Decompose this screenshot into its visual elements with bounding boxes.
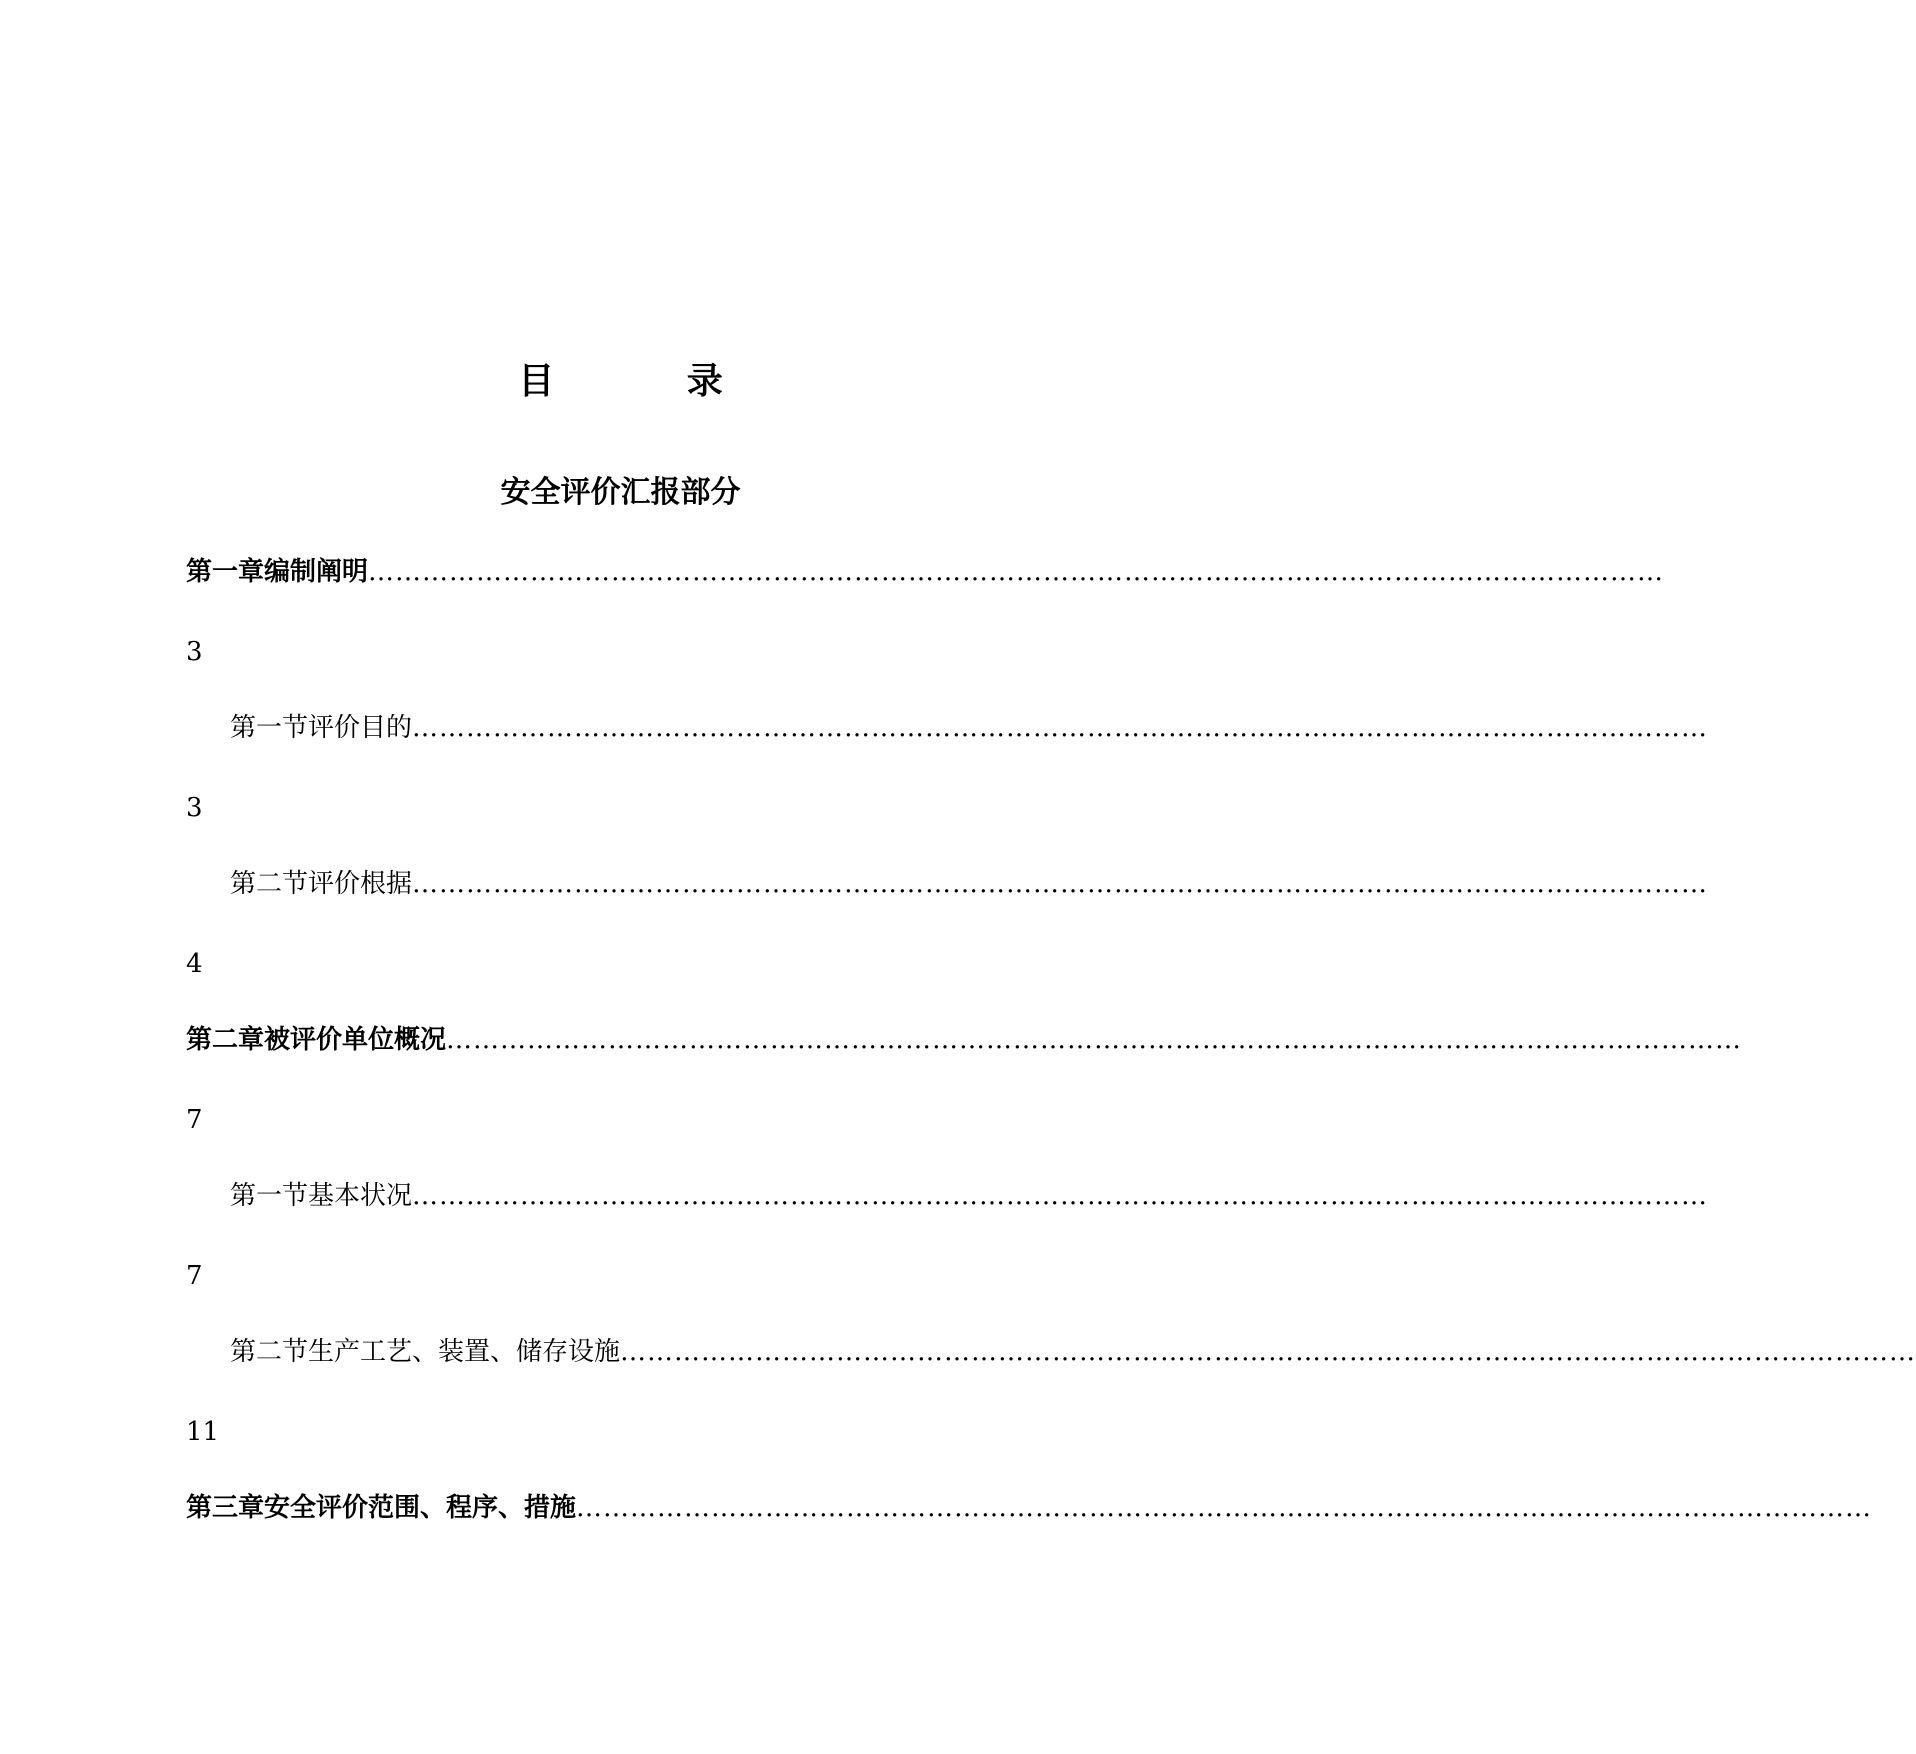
page-title: 目 录 xyxy=(518,361,783,402)
page-number: 3 xyxy=(186,637,203,667)
toc-line xyxy=(186,550,1665,594)
dot-leader: ……………………………………………………………………………………………………………………………… xyxy=(576,1493,1873,1523)
section-title: 评价目的 xyxy=(308,713,413,743)
dot-leader: ……………………………………………………………………………………………………………………………… xyxy=(412,1181,1709,1211)
section-number: 第一节 xyxy=(230,1181,309,1211)
chapter-title: 被评价单位概况 xyxy=(264,1025,447,1055)
toc-line xyxy=(186,706,1709,750)
chapter-number: 第二章 xyxy=(186,1025,265,1055)
dot-leader: ……………………………………………………………………………………………………………………………… xyxy=(620,1337,1916,1367)
toc-entry-chapter-1 xyxy=(186,550,1665,706)
toc-entry-section xyxy=(186,862,1709,1018)
dot-leader: ……………………………………………………………………………………………………………………………… xyxy=(412,869,1709,899)
page-number: 7 xyxy=(186,1261,203,1291)
section-number: 第二节 xyxy=(230,1337,309,1367)
toc-entry-section xyxy=(186,1330,1916,1486)
section-title: 基本状况 xyxy=(308,1181,413,1211)
section-title: 生产工艺、装置、储存设施 xyxy=(308,1337,621,1367)
chapter-number: 第三章 xyxy=(186,1493,265,1523)
section-title: 评价根据 xyxy=(308,869,413,899)
chapter-title: 安全评价范围、程序、措施 xyxy=(264,1493,577,1523)
page-number: 11 xyxy=(186,1417,220,1447)
dot-leader: ……………………………………………………………………………………………………………………………… xyxy=(368,557,1665,587)
toc-entry-chapter-2 xyxy=(186,1018,1743,1174)
toc-line xyxy=(186,1018,1743,1062)
toc-line xyxy=(186,862,1709,906)
toc-line xyxy=(186,1174,1709,1218)
chapter-title: 编制阐明 xyxy=(264,557,369,587)
page-number: 3 xyxy=(186,793,203,823)
table-of-contents xyxy=(186,550,1916,1642)
page-number: 4 xyxy=(186,949,203,979)
toc-line xyxy=(186,1486,1873,1530)
toc-entry-chapter-3 xyxy=(186,1486,1873,1642)
toc-entry-section xyxy=(186,1174,1709,1330)
dot-leader: ……………………………………………………………………………………………………………………………… xyxy=(446,1025,1743,1055)
section-number: 第一节 xyxy=(230,713,309,743)
toc-entry-section xyxy=(186,706,1709,862)
toc-line xyxy=(186,1330,1916,1374)
page-number: 7 xyxy=(186,1105,203,1135)
dot-leader: ……………………………………………………………………………………………………………………………… xyxy=(412,713,1709,743)
section-number: 第二节 xyxy=(230,869,309,899)
page-subtitle: 安全评价汇报部分 xyxy=(500,475,741,510)
chapter-number: 第一章 xyxy=(186,557,265,587)
